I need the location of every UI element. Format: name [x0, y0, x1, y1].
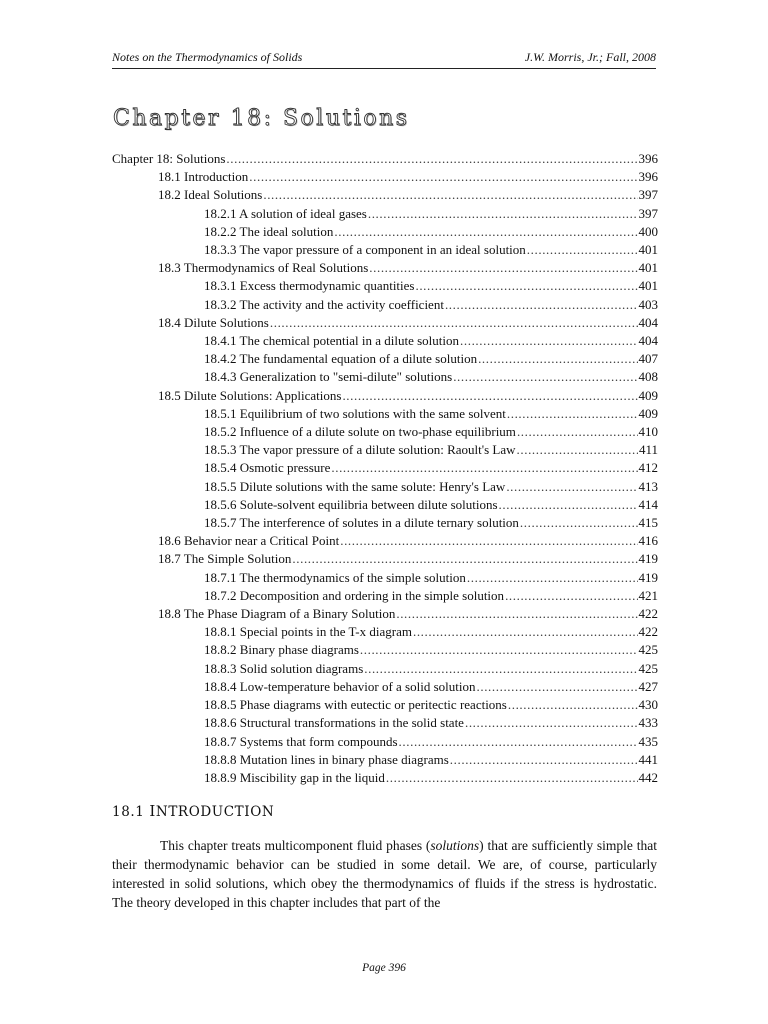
toc-page-number: 409 — [638, 387, 658, 403]
toc-leader-dots — [527, 241, 638, 259]
toc-entry-title: 18.8.1 Special points in the T-x diagram — [204, 624, 412, 640]
toc-entry[interactable] — [112, 459, 658, 477]
toc-leader-dots — [517, 441, 638, 459]
toc-page-number: 425 — [638, 660, 658, 676]
toc-entry[interactable] — [112, 441, 658, 459]
toc-entry[interactable] — [112, 751, 658, 769]
toc-entry-title: 18.4.2 The fundamental equation of a dilute solution — [204, 351, 478, 367]
toc-leader-dots — [364, 660, 637, 678]
toc-page-number: 396 — [638, 169, 658, 185]
toc-leader-dots — [507, 405, 638, 423]
toc-page-number: 422 — [638, 624, 658, 640]
toc-entry-title: 18.6 Behavior near a Critical Point — [158, 533, 340, 549]
toc-page-number: 400 — [638, 223, 658, 239]
toc-leader-dots — [415, 277, 637, 295]
toc-entry-title: 18.3 Thermodynamics of Real Solutions — [158, 260, 369, 276]
section-title-initial: I — [149, 802, 156, 820]
toc-entry-title: 18.8.8 Mutation lines in binary phase diagrams — [204, 751, 449, 767]
toc-entry[interactable] — [112, 696, 658, 714]
section-number: 18.1 — [112, 804, 145, 820]
toc-leader-dots — [517, 423, 638, 441]
toc-entry[interactable] — [112, 205, 658, 223]
toc-leader-dots — [270, 314, 638, 332]
toc-entry[interactable] — [112, 186, 658, 204]
toc-entry[interactable] — [112, 587, 658, 605]
toc-leader-dots — [334, 223, 637, 241]
toc-entry-title: 18.5.4 Osmotic pressure — [204, 460, 331, 476]
toc-page-number: 407 — [638, 351, 658, 367]
toc-page-number: 425 — [638, 642, 658, 658]
toc-page-number: 404 — [638, 314, 658, 330]
toc-entry[interactable] — [112, 733, 658, 751]
toc-leader-dots — [331, 459, 637, 477]
toc-entry[interactable] — [112, 277, 658, 295]
toc-entry-title: 18.2 Ideal Solutions — [158, 187, 263, 203]
toc-entry-title: 18.7.1 The thermodynamics of the simple solution — [204, 569, 466, 585]
table-of-contents — [112, 150, 658, 787]
body-text — [112, 836, 657, 912]
toc-leader-dots — [478, 350, 637, 368]
toc-page-number: 414 — [638, 496, 658, 512]
toc-page-number: 433 — [638, 715, 658, 731]
toc-entry-title: 18.5.7 The interference of solutes in a dilute ternary solution — [204, 515, 519, 531]
toc-entry-title: 18.8.7 Systems that form compounds — [204, 733, 398, 749]
toc-entry-title: 18.3.2 The activity and the activity coefficient — [204, 296, 444, 312]
toc-leader-dots — [453, 368, 637, 386]
toc-page-number: 401 — [638, 260, 658, 276]
toc-leader-dots — [477, 678, 638, 696]
toc-leader-dots — [263, 186, 637, 204]
toc-entry-title: 18.3.3 The vapor pressure of a component in an ideal solution — [204, 242, 526, 258]
toc-page-number: 419 — [638, 551, 658, 567]
toc-entry[interactable] — [112, 296, 658, 314]
toc-page-number: 415 — [638, 515, 658, 531]
toc-entry[interactable] — [112, 769, 658, 787]
toc-page-number: 403 — [638, 296, 658, 312]
header-rule — [112, 68, 656, 69]
toc-entry[interactable] — [112, 423, 658, 441]
toc-entry-title: 18.5 Dilute Solutions: Applications — [158, 387, 342, 403]
toc-leader-dots — [465, 714, 638, 732]
toc-page-number: 421 — [638, 587, 658, 603]
toc-leader-dots — [360, 641, 638, 659]
toc-page-number: 409 — [638, 405, 658, 421]
toc-entry-title: 18.8.5 Phase diagrams with eutectic or peritectic reactions — [204, 697, 507, 713]
toc-entry[interactable] — [112, 641, 658, 659]
toc-page-number: 401 — [638, 242, 658, 258]
toc-entry[interactable] — [112, 550, 658, 568]
toc-entry[interactable] — [112, 569, 658, 587]
toc-entry[interactable] — [112, 150, 658, 168]
toc-leader-dots — [369, 259, 637, 277]
toc-entry-title: 18.2.1 A solution of ideal gases — [204, 205, 367, 221]
toc-page-number: 413 — [638, 478, 658, 494]
toc-page-number: 422 — [638, 606, 658, 622]
toc-entry-title: Chapter 18: Solutions — [112, 151, 226, 166]
toc-entry-title: 18.5.5 Dilute solutions with the same solute: Henry's Law — [204, 478, 506, 494]
section-title-rest: NTRODUCTION — [155, 804, 275, 820]
toc-page-number: 401 — [638, 278, 658, 294]
toc-entry[interactable] — [112, 241, 658, 259]
toc-page-number: 441 — [638, 751, 658, 767]
toc-entry[interactable] — [112, 168, 658, 186]
toc-entry[interactable] — [112, 514, 658, 532]
toc-entry-title: 18.4 Dilute Solutions — [158, 314, 269, 330]
toc-leader-dots — [413, 623, 638, 641]
toc-entry-title: 18.8.9 Miscibility gap in the liquid — [204, 769, 385, 785]
toc-leader-dots — [292, 550, 637, 568]
toc-entry-title: 18.8.6 Structural transformations in the solid state — [204, 715, 464, 731]
toc-entry[interactable] — [112, 223, 658, 241]
header-left: Notes on the Thermodynamics of Solids — [112, 50, 303, 64]
toc-page-number: 427 — [638, 678, 658, 694]
toc-entry-title: 18.5.1 Equilibrium of two solutions with the same solvent — [204, 405, 506, 421]
toc-leader-dots — [460, 332, 637, 350]
toc-page-number: 397 — [638, 187, 658, 203]
running-header — [112, 50, 656, 65]
toc-leader-dots — [368, 205, 638, 223]
toc-page-number: 397 — [638, 205, 658, 221]
toc-page-number: 396 — [638, 151, 658, 166]
toc-entry-title: 18.8.4 Low-temperature behavior of a solid solution — [204, 678, 476, 694]
toc-entry[interactable] — [112, 532, 658, 550]
toc-entry[interactable] — [112, 496, 658, 514]
toc-page-number: 404 — [638, 333, 658, 349]
toc-entry-title: 18.2.2 The ideal solution — [204, 223, 334, 239]
toc-entry-title: 18.8.3 Solid solution diagrams — [204, 660, 364, 676]
toc-entry-title: 18.8.2 Binary phase diagrams — [204, 642, 359, 658]
toc-entry-title: 18.1 Introduction — [158, 169, 249, 185]
toc-entry[interactable] — [112, 623, 658, 641]
toc-leader-dots — [226, 150, 637, 168]
toc-entry-title: 18.5.2 Influence of a dilute solute on two-phase equilibrium — [204, 424, 516, 440]
toc-entry[interactable] — [112, 387, 658, 405]
paragraph-text: This chapter treats multicomponent fluid phases ( — [160, 838, 431, 853]
toc-leader-dots — [340, 532, 637, 550]
toc-entry-title: 18.8 The Phase Diagram of a Binary Solution — [158, 606, 396, 622]
toc-leader-dots — [505, 587, 637, 605]
paragraph-text: ) that are sufficiently simple that their thermodynamic behavior can be studied in some detail. We are, of course, particularly interested in solid solutions, which obey the thermodynamics of fluids if the stress is hydrostatic. The theory developed in this chapter includes that part of the — [112, 838, 657, 910]
toc-leader-dots — [499, 496, 638, 514]
toc-leader-dots — [520, 514, 638, 532]
toc-entry-title: 18.4.3 Generalization to "semi-dilute" solutions — [204, 369, 453, 385]
toc-leader-dots — [450, 751, 638, 769]
page-footer: Page 396 — [362, 962, 406, 974]
toc-entry-title: 18.4.1 The chemical potential in a dilute solution — [204, 333, 460, 349]
chapter-title: Chapter 18: Solutions — [113, 106, 410, 131]
toc-entry[interactable] — [112, 332, 658, 350]
toc-leader-dots — [508, 696, 638, 714]
toc-page-number: 442 — [638, 769, 658, 785]
toc-page-number: 411 — [638, 442, 658, 458]
toc-entry-title: 18.7.2 Decomposition and ordering in the simple solution — [204, 587, 505, 603]
toc-entry-title: 18.5.3 The vapor pressure of a dilute solution: Raoult's Law — [204, 442, 516, 458]
toc-entry[interactable] — [112, 405, 658, 423]
toc-leader-dots — [386, 769, 638, 787]
emphasis-text: solutions — [430, 838, 480, 853]
toc-entry[interactable] — [112, 368, 658, 386]
toc-entry[interactable] — [112, 259, 658, 277]
toc-leader-dots — [249, 168, 637, 186]
toc-entry[interactable] — [112, 350, 658, 368]
toc-leader-dots — [445, 296, 638, 314]
toc-leader-dots — [396, 605, 637, 623]
toc-page-number: 435 — [638, 733, 658, 749]
toc-page-number: 416 — [638, 533, 658, 549]
toc-entry[interactable] — [112, 714, 658, 732]
toc-leader-dots — [399, 733, 638, 751]
toc-entry[interactable] — [112, 678, 658, 696]
header-right: J.W. Morris, Jr.; Fall, 2008 — [524, 50, 656, 64]
toc-page-number: 408 — [638, 369, 658, 385]
paragraph — [112, 836, 657, 912]
toc-page-number: 412 — [638, 460, 658, 476]
toc-entry[interactable] — [112, 478, 658, 496]
toc-leader-dots — [467, 569, 638, 587]
toc-entry-title: 18.7 The Simple Solution — [158, 551, 292, 567]
toc-leader-dots — [506, 478, 637, 496]
toc-entry-title: 18.5.6 Solute-solvent equilibria between dilute solutions — [204, 496, 498, 512]
toc-page-number: 410 — [638, 424, 658, 440]
toc-page-number: 430 — [638, 697, 658, 713]
toc-leader-dots — [342, 387, 637, 405]
toc-entry[interactable] — [112, 660, 658, 678]
toc-entry-title: 18.3.1 Excess thermodynamic quantities — [204, 278, 415, 294]
toc-page-number: 419 — [638, 569, 658, 585]
toc-entry[interactable] — [112, 314, 658, 332]
section-heading — [112, 802, 274, 820]
toc-entry[interactable] — [112, 605, 658, 623]
